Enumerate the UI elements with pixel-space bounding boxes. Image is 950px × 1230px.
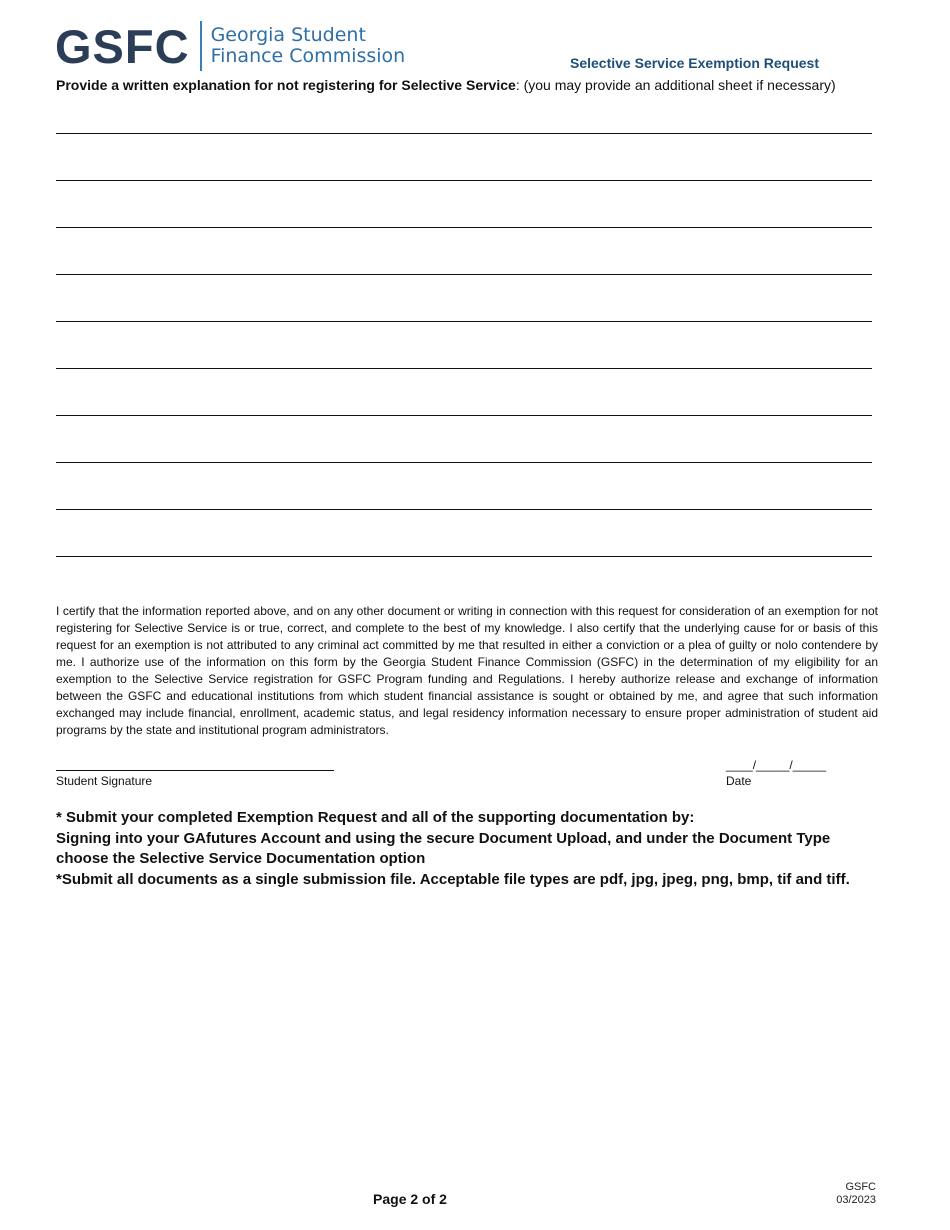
signature-label: Student Signature [56, 774, 153, 788]
explanation-line[interactable] [56, 556, 872, 557]
logo-divider [200, 21, 202, 71]
explanation-line[interactable] [56, 509, 872, 510]
logo-mark: GSFC [55, 19, 190, 73]
explanation-line[interactable] [56, 462, 872, 463]
explanation-line[interactable] [56, 274, 872, 275]
form-code [836, 1181, 876, 1207]
certification-statement: I certify that the information reported above, and on any other document or writing in connection with this request for consideration of an exemption for not registering for Selective Service is or true, correct, and complete to the best of my knowledge. I also certify that the underlying cause for or basis of this request for an exemption is not attributed to any criminal act committed by me that resulted in either a conviction or a plea of guilty or nolo contendere by me. I authorize use of the information on this form by the Georgia Student Finance Commission (GSFC) in the determination of my eligibility for an exemption to the Selective Service registration for GSFC Program funding and Regulations. I hereby authorize release and exchange of information between the GSFC and educational institutions from which student financial assistance is sought or obtained by me, and agree that such information exchanged may include financial, enrollment, academic status, and legal residency information necessary to ensure proper administration of student aid programs by the state and institutional program administrators. [56, 604, 878, 737]
explanation-line[interactable] [56, 133, 872, 134]
explanation-prompt [56, 77, 836, 93]
signature-line[interactable] [56, 770, 334, 771]
logo-organization-name [211, 25, 406, 67]
explanation-lines [56, 133, 872, 603]
explanation-line[interactable] [56, 180, 872, 181]
explanation-line[interactable] [56, 227, 872, 228]
date-label: Date [726, 774, 752, 788]
date-field[interactable]: ____/_____/_____ [726, 758, 827, 772]
instruction-upload: Signing into your GAfutures Account and using the secure Document Upload, and under the Document Type choose the Selective Service Documentation option [56, 829, 831, 867]
explanation-line[interactable] [56, 368, 872, 369]
submission-instructions [56, 808, 886, 890]
explanation-line[interactable] [56, 321, 872, 322]
gsfc-logo [55, 20, 405, 72]
explanation-line[interactable] [56, 415, 872, 416]
instruction-file-types: *Submit all documents as a single submission file. Acceptable file types are pdf, jpg, jpeg, png, bmp, tif and tiff. [56, 870, 850, 888]
logo-name-line1: Georgia Student [210, 24, 366, 46]
form-org: GSFC [845, 1181, 876, 1193]
explanation-prompt-label: Provide a written explanation for not registering for Selective Service [56, 77, 516, 93]
form-revision: 03/2023 [836, 1194, 876, 1206]
explanation-prompt-note: : (you may provide an additional sheet if necessary) [515, 77, 836, 93]
form-title: Selective Service Exemption Request [570, 55, 819, 71]
logo-name-line2: Finance Commission [210, 45, 406, 67]
instruction-submit: * Submit your completed Exemption Request and all of the supporting documentation by: [56, 809, 695, 826]
page-number: Page 2 of 2 [373, 1191, 447, 1207]
